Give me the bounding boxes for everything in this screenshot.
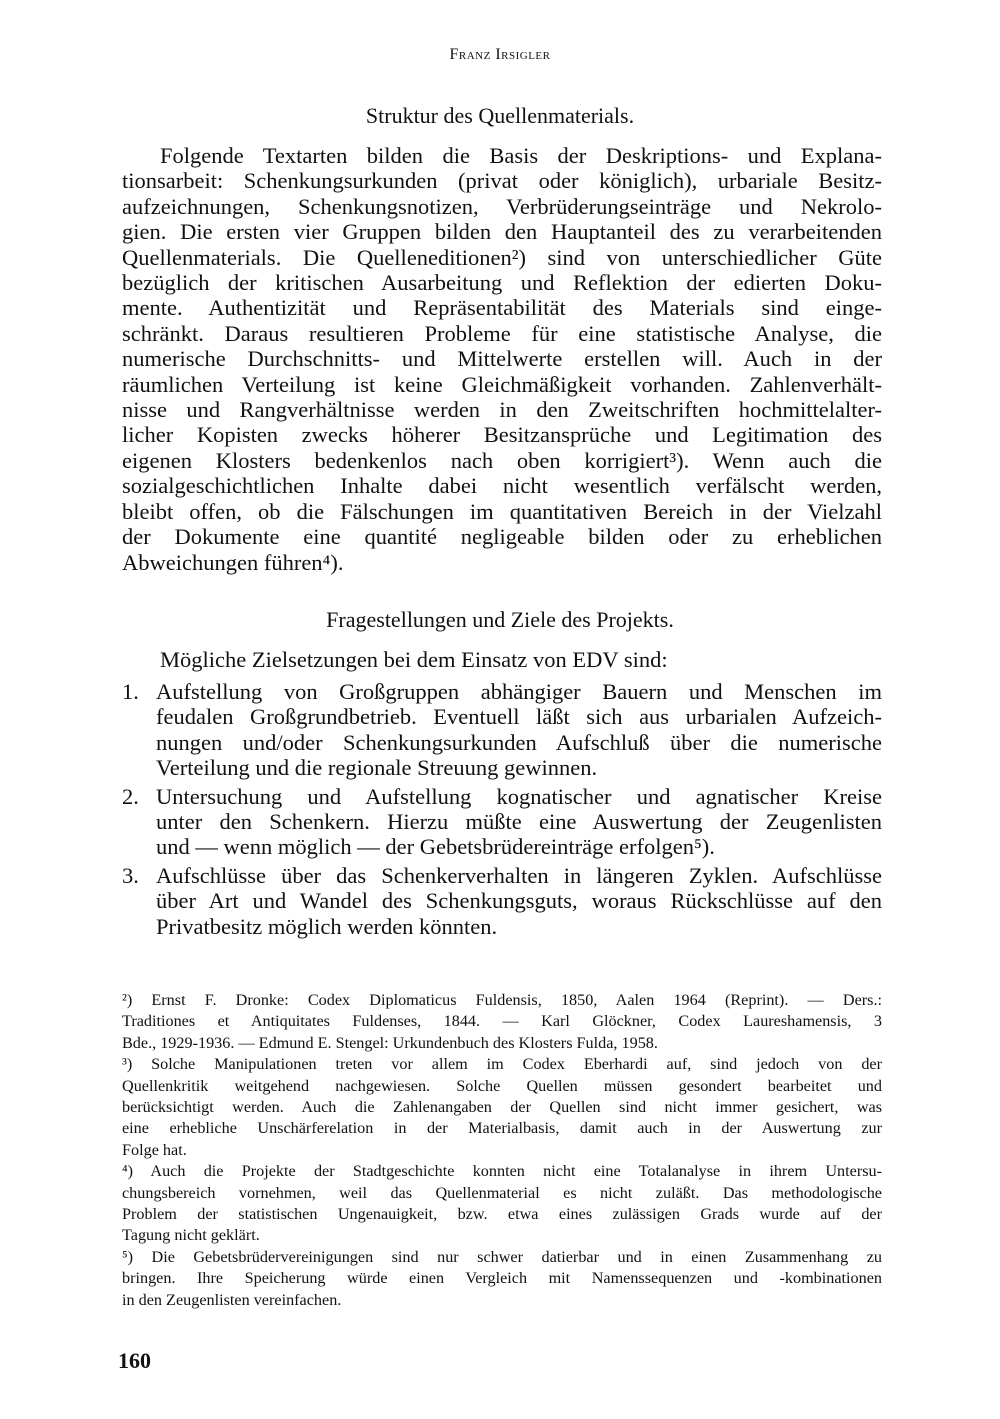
paragraph-line: gien. Die ersten vier Gruppen bilden den Hauptanteil des zu verarbeitenden xyxy=(122,219,882,245)
page-number: 160 xyxy=(118,1348,151,1373)
list-number: 1. xyxy=(122,679,139,704)
footnote-line: ²) Ernst F. Dronke: Codex Diplomaticus Fuldensis, 1850, Aalen 1964 (Reprint). — Ders.: xyxy=(122,991,882,1009)
section-heading-questions: Fragestellungen und Ziele des Projekts. xyxy=(326,607,674,632)
footnote xyxy=(122,1247,882,1311)
list-item-line: feudalen Großgrundbetrieb. Eventuell läßt sich aus urbarialen Aufzeich- xyxy=(156,704,882,730)
paragraph-line: numerische Durchschnitts- und Mittelwerte erstellen will. Auch in der xyxy=(122,346,882,372)
footnote-line: Traditiones et Antiquitates Fuldenses, 1844. — Karl Glöckner, Codex Laureshamensis, 3 xyxy=(122,1012,882,1031)
section-heading-structure: Struktur des Quellenmaterials. xyxy=(365,103,635,128)
paragraph-line: Folgende Textarten bilden die Basis der Deskriptions- und Explana- xyxy=(160,143,882,168)
footnote xyxy=(122,1054,882,1161)
paragraph-line: Quellenmaterials. Die Quelleneditionen²) sind von unterschiedlicher Güte xyxy=(122,244,882,270)
paragraph-line: Abweichungen führen⁴). xyxy=(122,549,344,575)
list-item-line: Aufstellung von Großgruppen abhängiger Bauern und Menschen im xyxy=(156,679,882,704)
paragraph-line: sozialgeschichtlichen Inhalte dabei nicht wesentlich verfälscht werden, xyxy=(122,473,882,499)
goals-list xyxy=(122,679,882,942)
paragraph-line: schränkt. Daraus resultieren Probleme für eine statistische Analyse, die xyxy=(122,320,882,346)
paragraph-line: bezüglich der kritischen Ausarbeitung und Reflektion der edierten Doku- xyxy=(122,270,882,296)
paragraph-line: bleibt offen, ob die Fälschungen im quantitativen Bereich in der Vielzahl xyxy=(122,498,882,524)
list-item-line: über Art und Wandel des Schenkungsguts, woraus Rückschlüsse auf den xyxy=(156,888,882,914)
paragraph-line: licher Kopisten zwecks höherer Besitzansprüche und Legitimation des xyxy=(122,422,882,448)
footnote-line: chungsbereich vornehmen, weil das Quellenmaterial es nicht zuläßt. Das methodologische xyxy=(122,1183,882,1202)
list-item-line: Verteilung und die regionale Streuung gewinnen. xyxy=(156,755,598,781)
footnote xyxy=(122,990,882,1054)
footnote-line: in den Zeugenlisten vereinfachen. xyxy=(122,1290,342,1309)
footnotes xyxy=(122,990,882,1311)
footnote-line: Bde., 1929-1936. — Edmund E. Stengel: Urkundenbuch des Klosters Fulda, 1958. xyxy=(122,1033,658,1052)
body-paragraph xyxy=(122,143,882,575)
running-head: Franz Irsigler xyxy=(449,46,551,63)
footnote-line: bringen. Ihre Speicherung würde einen Vergleich mit Namenssequenzen und -kombinationen xyxy=(122,1269,882,1288)
footnote xyxy=(122,1161,882,1247)
list-item-line: Aufschlüsse über das Schenkerverhalten in längeren Zyklen. Aufschlüsse xyxy=(156,862,882,888)
paragraph-line: tionsarbeit: Schenkungsurkunden (privat oder königlich), urbariale Besitz- xyxy=(122,168,882,194)
list-intro: Mögliche Zielsetzungen bei dem Einsatz von EDV sind: xyxy=(160,647,668,672)
list-item-line: nungen und/oder Schenkungsurkunden Aufschluß über die numerische xyxy=(156,729,882,755)
list-item-line: Untersuchung und Aufstellung kognatischer und agnatischer Kreise xyxy=(156,783,882,809)
footnote-line: ⁴) Auch die Projekte der Stadtgeschichte konnten nicht eine Totalanalyse in ihrem Untersu- xyxy=(122,1162,882,1181)
paragraph-line: nisse und Rangverhältnisse werden in den Zweitschriften hochmittelalter- xyxy=(122,397,882,423)
list-item-line: Privatbesitz möglich werden könnten. xyxy=(156,913,498,939)
footnote-line: berücksichtigt werden. Auch die Zahlenangaben der Quellen sind nicht immer gesichert, was xyxy=(122,1098,882,1117)
footnote-line: Folge hat. xyxy=(122,1140,187,1159)
footnote-line: ³) Solche Manipulationen treten vor allem im Codex Eberhardi auf, sind jedoch von der xyxy=(122,1055,882,1074)
list-item xyxy=(122,679,882,781)
footnote-line: eine erhebliche Unschärferelation in der Materialbasis, damit auch in der Auswertung zur xyxy=(122,1119,882,1138)
list-number: 3. xyxy=(122,862,139,888)
footnote-line: Tagung nicht geklärt. xyxy=(122,1226,260,1245)
list-item-line: unter den Schenkern. Hierzu müßte eine Auswertung der Zeugenlisten xyxy=(156,809,882,835)
footnote-line: ⁵) Die Gebetsbrüdervereinigungen sind nur schwer datierbar und in einen Zusammenhang zu xyxy=(122,1247,882,1266)
paragraph-line: eigenen Klosters bedenkenlos nach oben korrigiert³). Wenn auch die xyxy=(122,447,882,473)
list-item-line: und — wenn möglich — der Gebetsbrüdereinträge erfolgen⁵). xyxy=(156,834,715,860)
paragraph-line: aufzeichnungen, Schenkungsnotizen, Verbrüderungseinträge und Nekrolo- xyxy=(122,193,882,219)
paragraph-line: der Dokumente eine quantité negligeable bilden oder zu erheblichen xyxy=(122,524,882,550)
paragraph-line: räumlichen Verteilung ist keine Gleichmäßigkeit vorhanden. Zahlenverhält- xyxy=(122,371,882,397)
paragraph-line: mente. Authentizität und Repräsentabilität des Materials sind einge- xyxy=(122,295,882,321)
list-number: 2. xyxy=(122,783,139,809)
footnote-line: Problem der statistischen Ungenauigkeit, bzw. etwa eines zulässigen Grads wurde auf der xyxy=(122,1205,882,1224)
list-item xyxy=(122,863,882,939)
list-item xyxy=(122,784,882,860)
footnote-line: Quellenkritik weitgehend nachgewiesen. Solche Quellen müssen gesondert bearbeitet und xyxy=(122,1076,882,1095)
